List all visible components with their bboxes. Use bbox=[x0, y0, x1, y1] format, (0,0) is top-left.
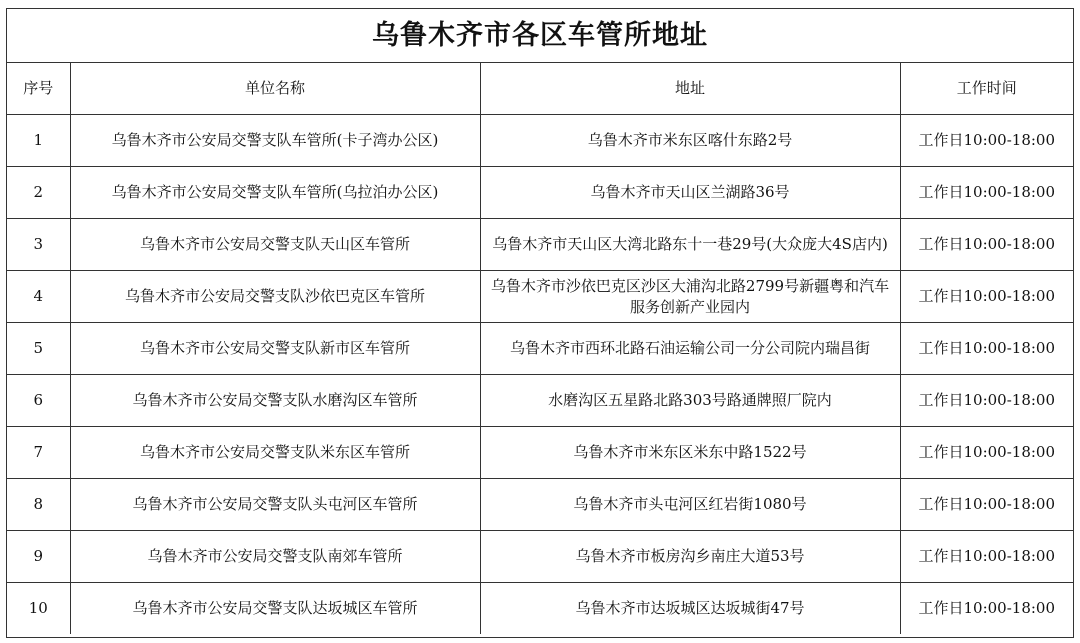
header-name: 单位名称 bbox=[70, 63, 480, 115]
table-row bbox=[7, 323, 1073, 375]
header-hours: 工作时间 bbox=[900, 63, 1073, 115]
cell-seq: 10 bbox=[7, 583, 70, 635]
document-sheet bbox=[6, 8, 1074, 638]
cell-address: 乌鲁木齐市米东区喀什东路2号 bbox=[480, 115, 900, 167]
cell-address: 乌鲁木齐市头屯河区红岩街1080号 bbox=[480, 479, 900, 531]
cell-name: 乌鲁木齐市公安局交警支队车管所(卡子湾办公区) bbox=[70, 115, 480, 167]
table-header-row bbox=[7, 63, 1073, 115]
cell-name: 乌鲁木齐市公安局交警支队沙依巴克区车管所 bbox=[70, 271, 480, 323]
cell-address: 乌鲁木齐市米东区米东中路1522号 bbox=[480, 427, 900, 479]
table-row bbox=[7, 531, 1073, 583]
cell-name: 乌鲁木齐市公安局交警支队达坂城区车管所 bbox=[70, 583, 480, 635]
cell-hours: 工作日10:00-18:00 bbox=[900, 323, 1073, 375]
header-address: 地址 bbox=[480, 63, 900, 115]
dmv-address-table bbox=[7, 63, 1073, 634]
cell-address: 乌鲁木齐市板房沟乡南庄大道53号 bbox=[480, 531, 900, 583]
table-row bbox=[7, 583, 1073, 635]
cell-hours: 工作日10:00-18:00 bbox=[900, 583, 1073, 635]
table-row bbox=[7, 167, 1073, 219]
table-row bbox=[7, 479, 1073, 531]
cell-seq: 7 bbox=[7, 427, 70, 479]
cell-seq: 5 bbox=[7, 323, 70, 375]
cell-name: 乌鲁木齐市公安局交警支队南郊车管所 bbox=[70, 531, 480, 583]
table-row bbox=[7, 375, 1073, 427]
cell-seq: 4 bbox=[7, 271, 70, 323]
cell-hours: 工作日10:00-18:00 bbox=[900, 271, 1073, 323]
cell-address: 乌鲁木齐市天山区大湾北路东十一巷29号(大众庞大4S店内) bbox=[480, 219, 900, 271]
cell-address: 乌鲁木齐市沙依巴克区沙区大浦沟北路2799号新疆粤和汽车服务创新产业园内 bbox=[480, 271, 900, 323]
cell-address: 乌鲁木齐市西环北路石油运输公司一分公司院内瑞昌街 bbox=[480, 323, 900, 375]
cell-name: 乌鲁木齐市公安局交警支队车管所(乌拉泊办公区) bbox=[70, 167, 480, 219]
cell-seq: 1 bbox=[7, 115, 70, 167]
cell-hours: 工作日10:00-18:00 bbox=[900, 219, 1073, 271]
cell-hours: 工作日10:00-18:00 bbox=[900, 427, 1073, 479]
cell-hours: 工作日10:00-18:00 bbox=[900, 167, 1073, 219]
cell-name: 乌鲁木齐市公安局交警支队头屯河区车管所 bbox=[70, 479, 480, 531]
cell-hours: 工作日10:00-18:00 bbox=[900, 375, 1073, 427]
cell-name: 乌鲁木齐市公安局交警支队水磨沟区车管所 bbox=[70, 375, 480, 427]
cell-name: 乌鲁木齐市公安局交警支队天山区车管所 bbox=[70, 219, 480, 271]
cell-hours: 工作日10:00-18:00 bbox=[900, 479, 1073, 531]
cell-name: 乌鲁木齐市公安局交警支队米东区车管所 bbox=[70, 427, 480, 479]
cell-hours: 工作日10:00-18:00 bbox=[900, 531, 1073, 583]
table-row bbox=[7, 115, 1073, 167]
cell-seq: 9 bbox=[7, 531, 70, 583]
document-title: 乌鲁木齐市各区车管所地址 bbox=[7, 9, 1073, 63]
cell-address: 乌鲁木齐市达坂城区达坂城街47号 bbox=[480, 583, 900, 635]
cell-seq: 2 bbox=[7, 167, 70, 219]
table-row bbox=[7, 271, 1073, 323]
cell-address: 乌鲁木齐市天山区兰湖路36号 bbox=[480, 167, 900, 219]
table-row bbox=[7, 427, 1073, 479]
cell-name: 乌鲁木齐市公安局交警支队新市区车管所 bbox=[70, 323, 480, 375]
cell-seq: 8 bbox=[7, 479, 70, 531]
cell-address: 水磨沟区五星路北路303号路通牌照厂院内 bbox=[480, 375, 900, 427]
cell-seq: 6 bbox=[7, 375, 70, 427]
table-row bbox=[7, 219, 1073, 271]
cell-seq: 3 bbox=[7, 219, 70, 271]
header-seq: 序号 bbox=[7, 63, 70, 115]
cell-hours: 工作日10:00-18:00 bbox=[900, 115, 1073, 167]
